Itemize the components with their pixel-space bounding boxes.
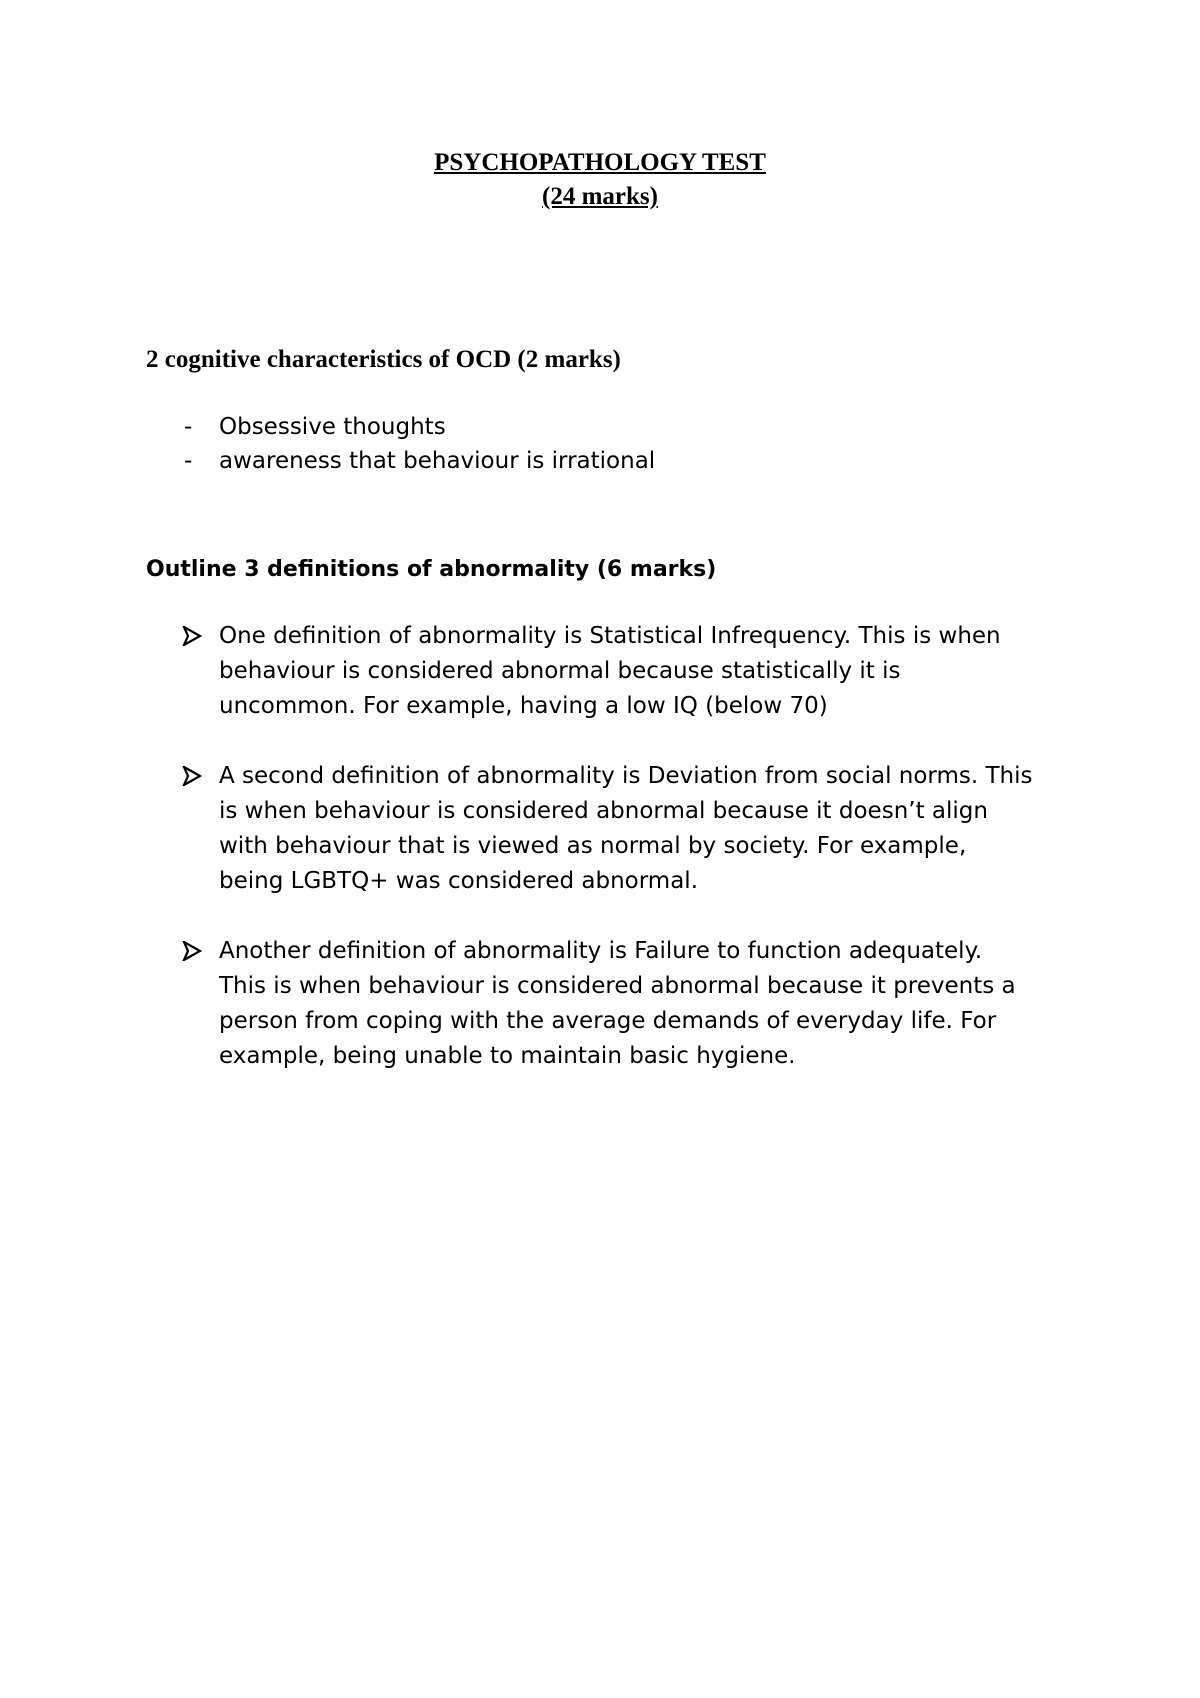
arrowhead-bullet-icon bbox=[146, 619, 219, 724]
arrowhead-bullet-icon bbox=[146, 934, 219, 1074]
list-item bbox=[146, 619, 1076, 724]
document-title bbox=[0, 146, 1200, 214]
list-item-text: One definition of abnormality is Statistical Infrequency. This is when behaviour is considered abnormal because statistically it is uncommon. For example, having a low IQ (below 70) bbox=[219, 623, 1001, 719]
list-item bbox=[146, 934, 1076, 1074]
title-marks: (24 marks) bbox=[542, 183, 658, 210]
list-item bbox=[146, 759, 1076, 899]
section-heading-ocd: 2 cognitive characteristics of OCD (2 marks) bbox=[146, 346, 621, 373]
list-item-text: A second definition of abnormality is Deviation from social norms. This is when behaviour is considered abnormal because it doesn’t align with behaviour that is viewed as normal by society. For example, being LGBTQ+ was considered abnormal. bbox=[219, 763, 1033, 894]
section-heading-definitions: Outline 3 definitions of abnormality (6 marks) bbox=[146, 557, 717, 582]
definitions-list bbox=[146, 619, 1076, 1109]
dash-bullet: - bbox=[184, 448, 193, 474]
arrowhead-bullet-icon bbox=[146, 759, 219, 899]
list-item-text: awareness that behaviour is irrational bbox=[219, 448, 656, 474]
list-item-text: Obsessive thoughts bbox=[219, 414, 446, 440]
list-item bbox=[146, 444, 655, 478]
ocd-characteristics-list bbox=[146, 410, 655, 478]
list-item-text: Another definition of abnormality is Failure to function adequately. This is when behaviour is considered abnormal because it prevents a person from coping with the average demands of everyday life. For example, being unable to maintain basic hygiene. bbox=[219, 938, 1016, 1069]
dash-bullet: - bbox=[184, 414, 193, 440]
title-line: PSYCHOPATHOLOGY TEST bbox=[434, 149, 766, 176]
list-item bbox=[146, 410, 655, 444]
